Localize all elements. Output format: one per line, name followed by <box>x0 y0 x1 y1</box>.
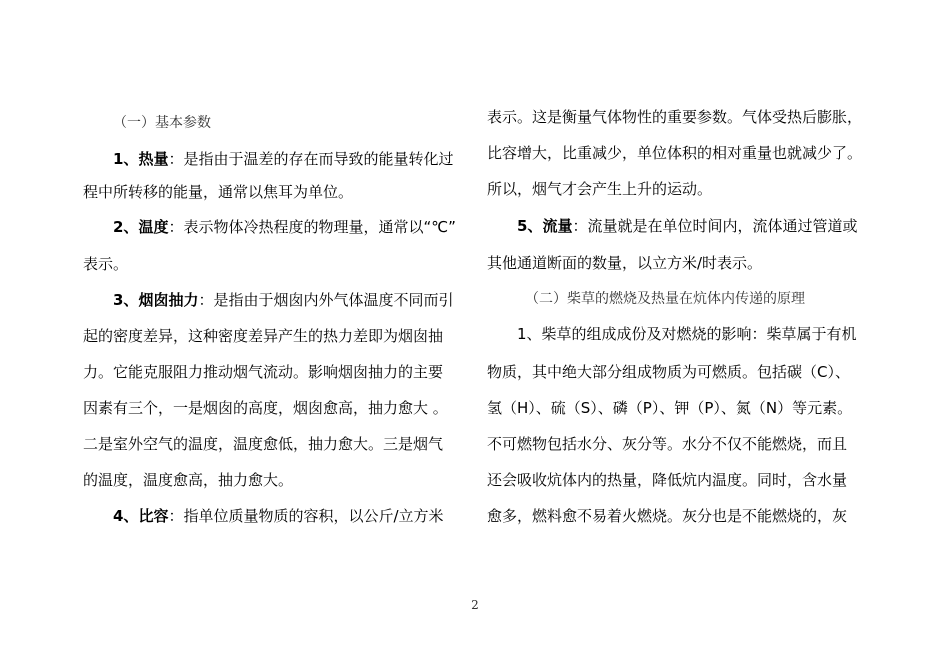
paragraph-composition-line-1: 1、柴草的组成成份及对燃烧的影响：柴草属于有机 <box>517 325 857 343</box>
section-heading-basic-params: （一）基本参数 <box>113 115 211 131</box>
paragraph-composition-line-4: 不可燃物包括水分、灰分等。水分不仅不能燃烧，而且 <box>487 435 848 453</box>
term-temperature: 温度 <box>138 218 169 236</box>
term-flow: 流量 <box>542 217 573 235</box>
paragraph-draft-line-4: 因素有三个，一是烟囱的高度，烟囱愈高，抽力愈大 。 <box>83 399 448 417</box>
definition-text: ：是指由于烟囱内外气体温度不同而引 <box>198 291 454 309</box>
paragraph-draft-line-5: 二是室外空气的温度，温度愈低，抽力愈大。三是烟气 <box>83 435 444 453</box>
definition-text: ：流量就是在单位时间内，流体通过管道或 <box>572 217 858 235</box>
paragraph-draft-line-1 <box>83 289 453 311</box>
paragraph-specific-volume-line-1 <box>83 505 444 527</box>
page-number: 2 <box>471 598 479 612</box>
definition-text: ：是指由于温差的存在而导致的能量转化过 <box>168 150 454 168</box>
item-number: 4、 <box>113 507 139 525</box>
paragraph-specific-volume-line-3: 比容增大，比重减少，单位体积的相对重量也就减少了。 <box>487 144 863 162</box>
paragraph-specific-volume-line-4: 所以，烟气才会产生上升的运动。 <box>487 180 713 198</box>
term-chimney-draft: 烟囱抽力 <box>138 291 199 309</box>
item-number: 2、 <box>113 218 139 236</box>
term-specific-volume: 比容 <box>138 507 169 525</box>
item-number: 5、 <box>517 217 543 235</box>
section-heading-combustion: （二）柴草的燃烧及热量在炕体内传递的原理 <box>525 291 805 307</box>
paragraph-temperature-line-1 <box>83 216 456 238</box>
item-number: 3、 <box>113 291 139 309</box>
paragraph-temperature-line-2: 表示。 <box>83 255 129 273</box>
paragraph-composition-line-6: 愈多，燃料愈不易着火燃烧。灰分也是不能燃烧的，灰 <box>487 507 848 525</box>
paragraph-flow-line-2: 其他通道断面的数量，以立方米/时表示。 <box>487 254 763 272</box>
paragraph-draft-line-2: 起的密度差异，这种密度差异产生的热力差即为烟囱抽 <box>83 327 444 345</box>
paragraph-composition-line-3: 氢（H）、硫（S）、磷（P）、钾（P）、氮（N）等元素。 <box>487 399 853 417</box>
paragraph-heat-line-2: 程中所转移的能量，通常以焦耳为单位。 <box>83 183 354 201</box>
paragraph-draft-line-3: 力。它能克服阻力推动烟气流动。影响烟囱抽力的主要 <box>83 363 444 381</box>
paragraph-heat-line-1 <box>83 148 453 170</box>
definition-text: ：指单位质量物质的容积，以公斤/立方米 <box>168 507 444 525</box>
paragraph-composition-line-2: 物质，其中绝大部分组成物质为可燃质。包括碳（C）、 <box>487 363 850 381</box>
paragraph-draft-line-6: 的温度，温度愈高，抽力愈大。 <box>83 471 294 489</box>
paragraph-composition-line-5: 还会吸收炕体内的热量，降低炕内温度。同时，含水量 <box>487 471 848 489</box>
paragraph-flow-line-1 <box>487 215 857 237</box>
definition-text: ：表示物体冷热程度的物理量，通常以“℃” <box>168 218 456 236</box>
item-number: 1、 <box>113 150 139 168</box>
paragraph-specific-volume-line-2: 表示。这是衡量气体物性的重要参数。气体受热后膨胀， <box>487 108 863 126</box>
term-heat: 热量 <box>138 150 169 168</box>
